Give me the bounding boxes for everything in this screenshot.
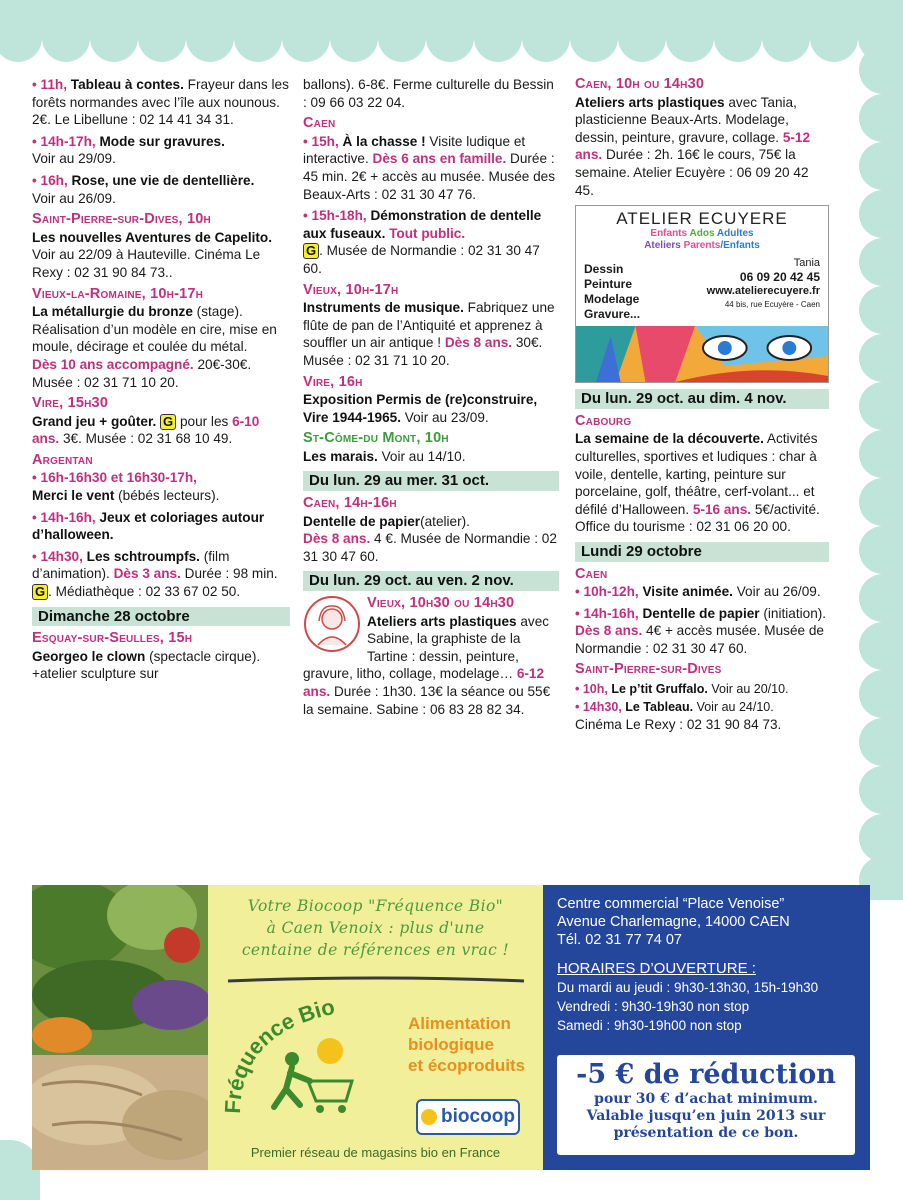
city-heading: Vire, 16h (303, 373, 363, 390)
coupon-validity: présentation de ce bon. (613, 1125, 799, 1141)
ad-address: 44 bis, rue Ecuyère - Caen (724, 300, 820, 310)
event-text: Voir au 26/09. (32, 190, 116, 206)
event-text: 5€/activité. Office du tourisme : 02 31 06 20 00. (575, 501, 820, 535)
event-text: Activités culturelles, sportives et ludiques : char à voile, dentelle, karting, peinture sur porcelaine, golf, théâtre, cerf-volant... et défilé d’Halloween. (575, 431, 818, 517)
date-band: Du lun. 29 oct. au dim. 4 nov. (575, 389, 829, 409)
ad-audience-item: Adultes (716, 227, 754, 239)
opening-hours-line: Samedi : 9h30-19h00 non stop (557, 1018, 742, 1033)
free-badge: G (160, 414, 176, 430)
event-entry (303, 133, 559, 203)
ad-audience-item: Enfants (650, 227, 688, 239)
event-title: À la chasse ! (342, 133, 426, 149)
ad-contact (707, 256, 820, 312)
city-heading: Vieux, 10h30 ou 14h30 (367, 595, 515, 612)
event-text: pour les (176, 413, 233, 429)
event-entry (32, 548, 290, 601)
event-text: (initiation). (759, 605, 827, 621)
ad-activity: Dessin (584, 262, 624, 277)
ad-workshop-item: Parents (683, 239, 721, 251)
event-time: • 11h, (32, 77, 67, 92)
event-text: . Médiathèque : 02 33 67 02 50. (48, 584, 241, 600)
product-description (408, 1013, 525, 1076)
scallop-border-top (0, 0, 903, 78)
event-title: Visite animée. (642, 584, 733, 600)
event-time: • 14h30, (32, 548, 83, 564)
event-time: • 14h30, (575, 699, 622, 714)
event-entry (303, 448, 559, 466)
event-time: • 10h, (575, 682, 608, 697)
ad-audience-item: Ados (689, 227, 715, 239)
event-title: Merci le vent (32, 488, 115, 504)
ad-activity: Peinture (584, 277, 633, 292)
coupon-headline: -5 € de réduction (576, 1059, 836, 1090)
event-text: . Musée de Normandie : 02 31 30 47 60. (303, 243, 540, 276)
city-heading: Esquay-sur-Seulles, 15h (32, 630, 193, 647)
age-range: Dès 8 ans. (444, 335, 513, 351)
event-title: Le p’tit Gruffalo. (611, 682, 708, 697)
store-address: Avenue Charlemagne, 14000 CAEN (557, 914, 790, 930)
event-entry (32, 172, 290, 207)
event-entry (32, 469, 290, 504)
event-entry (303, 299, 559, 369)
biocoop-logo-text: biocoop (441, 1106, 515, 1127)
date-band: Du lun. 29 oct. au ven. 2 nov. (303, 571, 559, 591)
event-text: avec Tania, plasticienne Beaux-Arts. Modelage, dessin, peinture, gravure, collage. (575, 94, 797, 145)
promo-slogan-line: centaine de références en vrac ! (241, 941, 510, 959)
event-entry (303, 207, 559, 277)
ad-activities (584, 262, 640, 322)
ad-workshops (576, 240, 828, 252)
event-title: Les schtroumpfs. (86, 548, 200, 564)
city-heading: Caen, 14h-16h (303, 495, 397, 512)
network-tagline: Premier réseau de magasins bio en France (250, 1145, 501, 1160)
event-title: Ateliers arts plastiques (575, 94, 725, 110)
city-heading: Argentan (32, 451, 93, 468)
event-title: Tableau à contes. (70, 77, 184, 92)
coupon-validity: Valable jusqu’en juin 2013 sur (586, 1108, 826, 1124)
product-line: Alimentation (408, 1014, 511, 1033)
brush-stroke-divider (226, 975, 526, 985)
city-heading: Saint-Pierre-sur-Dives, 10h (32, 211, 211, 228)
event-entry (32, 303, 290, 391)
event-entry (32, 229, 290, 282)
city-heading: Caen (575, 565, 608, 582)
column-3 (575, 76, 829, 734)
event-time: • 15h-18h, (303, 208, 367, 224)
free-badge: G (303, 243, 319, 259)
ad-phone: 06 09 20 42 45 (739, 270, 820, 285)
event-title: Mode sur gravures. (99, 133, 225, 149)
age-range: 6-10 ans. (32, 413, 260, 447)
event-text: (bébés lecteurs). (114, 488, 220, 504)
ad-activity: Modelage (584, 292, 640, 307)
opening-hours-line: Vendredi : 9h30-19h30 non stop (557, 999, 750, 1014)
promo-slogan (208, 895, 543, 961)
event-entry (303, 391, 559, 426)
ad-title: ATELIER ECUYERE (616, 209, 788, 229)
atelier-ecuyere-ad (575, 205, 829, 383)
bulb-icon (421, 1109, 437, 1125)
event-entry (32, 76, 290, 129)
event-entry (575, 94, 829, 200)
city-heading: Vieux, 10h-17h (303, 281, 399, 298)
age-range: Dès 6 ans en famille. (372, 151, 507, 167)
opening-hours-line: Du mardi au jeudi : 9h30-13h30, 15h-19h30 (557, 980, 819, 995)
event-title: Ateliers arts plastiques (367, 613, 517, 629)
city-heading: St-Côme-du Mont, 10h (303, 430, 449, 447)
event-text: Durée : 2h. 16€ le cours, 75€ la semaine. Atelier Ecuyère : 06 09 20 42 45. (575, 147, 809, 198)
sabine-avatar-icon (303, 595, 361, 653)
event-title: La métallurgie du bronze (32, 304, 193, 320)
event-title: Grand jeu + goûter. (32, 413, 157, 429)
city-heading: Caen (303, 115, 336, 132)
date-band: Du lun. 29 au mer. 31 oct. (303, 471, 559, 491)
event-text: (stage). Réalisation d’un modèle en cire, mise en moule, décirage et coulée du métal. (32, 304, 277, 355)
event-text: Fabriquez une flûte de pan de l’Antiquité et apprenez à souffler un air antique ! (303, 300, 555, 351)
event-entry (575, 430, 829, 536)
event-title: La semaine de la découverte. (575, 431, 764, 447)
event-text: avec Sabine, la graphiste de la Tartine : dessin, peinture, gravure, litho, collage, modelage… (303, 613, 550, 682)
age-range: Dès 8 ans. (575, 623, 643, 639)
event-text: Voir au 26/09. (732, 584, 821, 600)
event-text: 3€. Musée : 02 31 68 10 49. (59, 431, 233, 447)
event-text: (film d’animation). (32, 548, 230, 582)
event-entry (303, 513, 559, 566)
event-title: Dentelle de papier (642, 605, 760, 621)
event-entry (32, 509, 290, 544)
event-time: • 16h-16h30 et 16h30-17h, (32, 470, 197, 486)
event-title: Les nouvelles Aventures de Capelito. (32, 229, 272, 245)
event-text: (atelier). (420, 513, 470, 529)
event-time: • 15h, (303, 133, 339, 149)
event-text: Voir au 14/10. (377, 448, 466, 464)
city-heading: Vieux-la-Romaine, 10h-17h (32, 285, 204, 302)
event-title: Instruments de musique. (303, 300, 464, 316)
ad-name: Tania (793, 257, 820, 270)
event-title: Exposition Permis de (re)construire, Vire 1944-1965. (303, 392, 538, 425)
biocoop-promo (208, 885, 543, 1170)
event-text: Voir au 23/09. (401, 409, 489, 425)
store-address: Centre commercial “Place Venoise” (557, 896, 785, 912)
city-heading: Cabourg (575, 412, 632, 429)
age-range: 6-12 ans. (303, 666, 545, 699)
event-text: Frayeur dans les forêts normandes avec l’île aux nounous. 2€. Le Libellune : 02 14 41 34 31. (32, 77, 289, 128)
ad-activity: Gravure... (584, 307, 641, 322)
event-text: Visite ludique et interactive. (303, 133, 526, 167)
event-text: 30€. Musée : 02 31 71 10 20. (303, 335, 543, 368)
opening-hours-title: HORAIRES D’OUVERTURE : (557, 960, 756, 977)
coupon-condition: pour 30 € d’achat minimum. (594, 1091, 818, 1107)
scallop-border-right (843, 0, 903, 900)
event-text: Durée : 98 min. (180, 566, 278, 582)
biocoop-logo (416, 1099, 520, 1135)
age-range: Dès 10 ans accompagné. (32, 356, 194, 372)
event-title: Le Tableau. (625, 699, 694, 714)
city-heading: Caen, 10h ou 14h30 (575, 76, 705, 92)
event-title: Jeux et coloriages autour d’halloween. (32, 509, 265, 543)
event-title: Les marais. (303, 448, 378, 464)
date-band: Lundi 29 octobre (575, 542, 829, 562)
discount-coupon (557, 1055, 855, 1155)
event-entry (575, 605, 829, 658)
event-text: ballons). 6-8€. Ferme culturelle du Bessin : 09 66 03 22 04. (303, 77, 554, 110)
event-time: • 14h-16h, (575, 605, 639, 621)
age-range: 5-16 ans. (692, 501, 752, 517)
painted-eyes-illustration (576, 326, 828, 382)
event-title: Dentelle de papier (303, 513, 421, 529)
event-entry (32, 133, 290, 168)
frequence-bio-logo-text: Fréquence Bio (220, 993, 337, 1115)
ad-workshop-item: Ateliers (644, 239, 681, 251)
column-1 (32, 76, 290, 687)
event-text: Voir au 24/10. (693, 699, 774, 714)
event-text: 4 €. Musée de Normandie : 02 31 30 47 60. (303, 531, 557, 564)
age-range: Dès 8 ans. (303, 531, 371, 547)
event-entry (32, 413, 290, 448)
event-time: • 14h-16h, (32, 509, 96, 525)
event-text: Voir au 20/10. (707, 682, 789, 697)
city-heading: Saint-Pierre-sur-Dives (575, 661, 722, 678)
event-entry (32, 648, 290, 683)
promo-slogan-line: à Caen Venoix : plus d'une (266, 919, 485, 937)
age-range: Tout public. (385, 225, 466, 241)
event-text: 20€-30€. Musée : 02 31 71 10 20. (32, 356, 252, 390)
free-badge: G (32, 584, 48, 600)
event-entry (575, 699, 829, 717)
event-title: Démonstration de dentelle aux fuseaux. (303, 208, 542, 241)
event-time: • 10h-12h, (575, 584, 639, 600)
event-title: Rose, une vie de dentellière. (71, 172, 255, 188)
event-text: Durée : 1h30. 13€ la séance ou 55€ la semaine. Sabine : 06 83 28 82 34. (303, 684, 551, 717)
event-text: Durée : 45 min. 2€ + accès au musée. Musée des Beaux-Arts : 02 31 30 47 76. (303, 151, 556, 202)
event-text: 4€ + accès musée. Musée de Normandie : 02 31 30 47 60. (575, 623, 824, 656)
event-text: Cinéma Le Rexy : 02 31 90 84 73. (575, 717, 782, 733)
event-time: • 14h-17h, (32, 133, 96, 149)
column-2 (303, 76, 559, 722)
ad-audience (576, 228, 828, 240)
event-time: • 16h, (32, 172, 68, 188)
age-range: 5-12 ans. (575, 129, 811, 163)
product-line: biologique (408, 1035, 494, 1054)
event-title: Georgeo le clown (32, 648, 146, 664)
event-entry (575, 681, 829, 699)
ad-workshop-item: /Enfants (720, 239, 760, 251)
ad-website: www.atelierecuyere.fr (706, 285, 820, 298)
frequence-bio-logo (220, 989, 390, 1129)
vegetables-bread-photo (32, 885, 208, 1170)
biocoop-advertisement (32, 885, 870, 1170)
event-text: Voir au 29/09. (32, 151, 116, 167)
product-line: et écoproduits (408, 1056, 526, 1075)
event-text: Voir au 22/09 à Hauteville. Cinéma Le Rexy : 02 31 90 84 73.. (32, 247, 261, 280)
store-phone: Tél. 02 31 77 74 07 (557, 932, 682, 948)
store-info-panel (543, 885, 870, 1170)
event-entry (575, 583, 829, 601)
event-text: (spectacle cirque). +atelier sculpture sur (32, 648, 261, 682)
age-range: Dès 3 ans. (113, 566, 181, 582)
promo-slogan-line: Votre Biocoop "Fréquence Bio" (247, 897, 504, 915)
city-heading: Vire, 15h30 (32, 395, 109, 412)
date-band: Dimanche 28 octobre (32, 607, 290, 627)
